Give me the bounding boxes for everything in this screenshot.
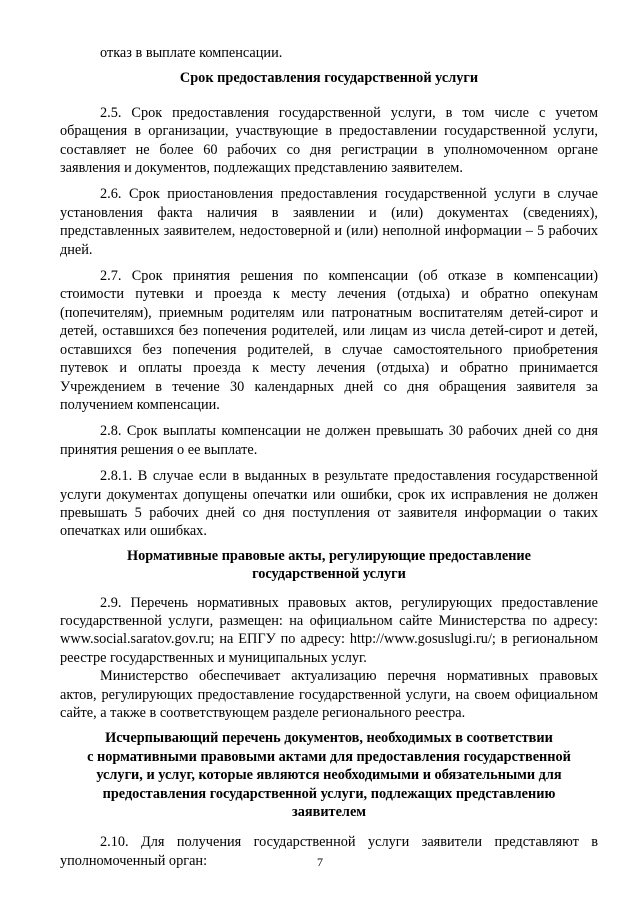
heading-line: государственной услуги [252, 566, 406, 583]
section-heading-term: Срок предоставления государственной услуги [179, 70, 479, 87]
heading-line: Исчерпывающий перечень документов, необходимых в соответствии [105, 730, 553, 747]
heading-line: Нормативные правовые акты, регулирующие предоставление [126, 547, 532, 564]
heading-line: услуги, и услуг, которые являются необходимыми и обязательными для [96, 767, 562, 784]
heading-line: предоставления государственной услуги, подлежащих представлению [102, 785, 556, 802]
paragraph-2-8-1: 2.8.1. В случае если в выданных в результате предоставления государственной услуги документах допущены опечатки или ошибки, срок их исправления не должен превышать 5 рабочих дней со дня поступления от заявителя информации о таких опечатках или ошибках. [60, 468, 598, 540]
paragraph-2-6: 2.6. Срок приостановления предоставления государственной услуги в случае установления факта наличия в заявлении и (или) документах (сведениях), представленных заявителем, недостоверной и (или) неполной информации – 5 рабочих дней. [60, 186, 598, 258]
section-heading-documents [60, 729, 598, 821]
section-heading-legal-acts [60, 547, 598, 584]
paragraph-2-5: 2.5. Срок предоставления государственной услуги, в том числе с учетом обращения в организации, участвующие в предоставлении государственной услуги, составляет не более 60 рабочих со дня регистрации в уполномоченном органе заявления и документов, подлежащих представлению заявителем. [60, 104, 598, 177]
paragraph-2-9-continued: Министерство обеспечивает актуализацию перечня нормативных правовых актов, регулирующих предоставление государственной услуги, на своем официальном сайте, а также в соответствующем разделе регионального реестра. [60, 668, 598, 721]
paragraph-2-8: 2.8. Срок выплаты компенсации не должен превышать 30 рабочих дней со дня принятия решения о ее выплате. [60, 423, 598, 458]
paragraph-2-10: 2.10. Для получения государственной услуги заявители представляют в уполномоченный орган: [60, 834, 598, 869]
body-text [60, 44, 598, 870]
heading-line: с нормативными правовыми актами для предоставления государственной [87, 748, 571, 765]
page-number: 7 [317, 855, 323, 869]
intro-line: отказ в выплате компенсации. [100, 45, 283, 61]
paragraph-2-9: 2.9. Перечень нормативных правовых актов, регулирующих предоставление государственной услуги, размещен: на официальном сайте Министерства по адресу: www.social.saratov.gov.ru; на ЕПГУ по адресу: http://www.gosuslugi.ru/; в региональном реестре государственных и муниципальных услуг. [60, 594, 598, 666]
heading-line: заявителем [291, 804, 367, 821]
paragraph-2-7: 2.7. Срок принятия решения по компенсации (об отказе в компенсации) стоимости путевки и проезда к месту лечения (отдыха) и обратно опекунам (попечителям), приемным родителям или патронатным воспитателям детей-сирот и детей, оставшихся без попечения родителей, или лицам из числа детей-сирот и детей, оставшихся без попечения родителей, в случае самостоятельного приобретения путевок и оплаты проезда к месту лечения (отдыха) и обратно принимается Учреждением в течение 30 календарных дней со дня обращения заявителя за получением компенсации. [60, 268, 598, 413]
